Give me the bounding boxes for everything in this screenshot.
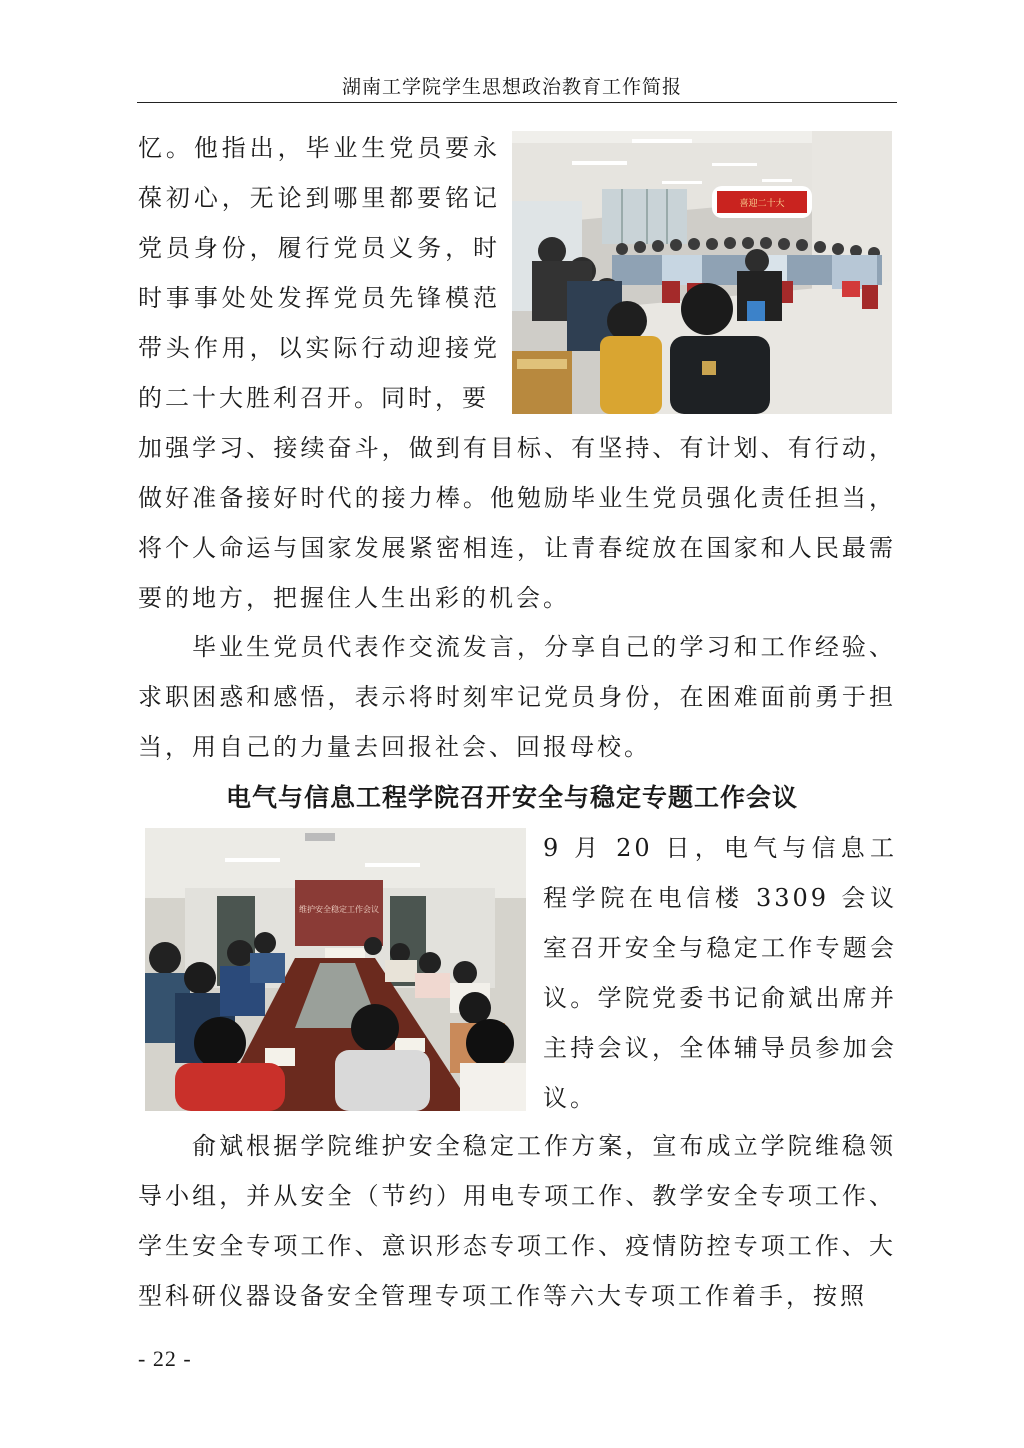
paragraph-1-part-2: 加强学习、接续奋斗，做到有目标、有坚持、有计划、有行动，做好准备接好时代的接力棒。他勉励毕业生党员强化责任担当，将个人命运与国家发展紧密相连，让青春绽放在国家和人民最需要的地方，把握住人生出彩的机会。: [138, 434, 896, 612]
page-number: - 22 -: [138, 1346, 192, 1371]
banner-text: 喜迎二十大: [739, 199, 785, 209]
photo-graduate-party-meeting: [512, 131, 892, 414]
paragraph-4: 俞斌根据学院维护安全稳定工作方案，宣布成立学院维稳领导小组，并从安全（节约）用电专项工作、教学安全专项工作、学生安全专项工作、意识形态专项工作、疫情防控专项工作、大型科研仪器设备安全管理专项工作等六大专项工作着手，按照: [138, 1132, 896, 1310]
paragraph-3: 9 月 20 日，电气与信息工程学院在电信楼 3309 会议室召开安全与稳定工作专题会议。学院党委书记俞斌出席并主持会议，全体辅导员参加会议。: [543, 834, 897, 1112]
paragraph-1-part-1: 忆。他指出，毕业生党员要永葆初心，无论到哪里都要铭记党员身份，履行党员义务，时时事事处处发挥党员先锋模范带头作用，以实际行动迎接党的二十大胜利召开。同时，要: [138, 134, 500, 412]
paragraph-2: 毕业生党员代表作交流发言，分享自己的学习和工作经验、求职困惑和感悟，表示将时刻牢记党员身份，在困难面前勇于担当，用自己的力量去回报社会、回报母校。: [138, 633, 896, 761]
section-heading: 电气与信息工程学院召开安全与稳定专题工作会议: [225, 783, 798, 812]
screen-text: 维护安全稳定工作会议: [299, 905, 379, 914]
photo-safety-meeting: [145, 828, 526, 1111]
projector-screen: [295, 880, 383, 946]
newsletter-title: 湖南工学院学生思想政治教育工作简报: [341, 76, 682, 98]
header-divider: [137, 102, 897, 103]
party-banner: [712, 186, 812, 218]
